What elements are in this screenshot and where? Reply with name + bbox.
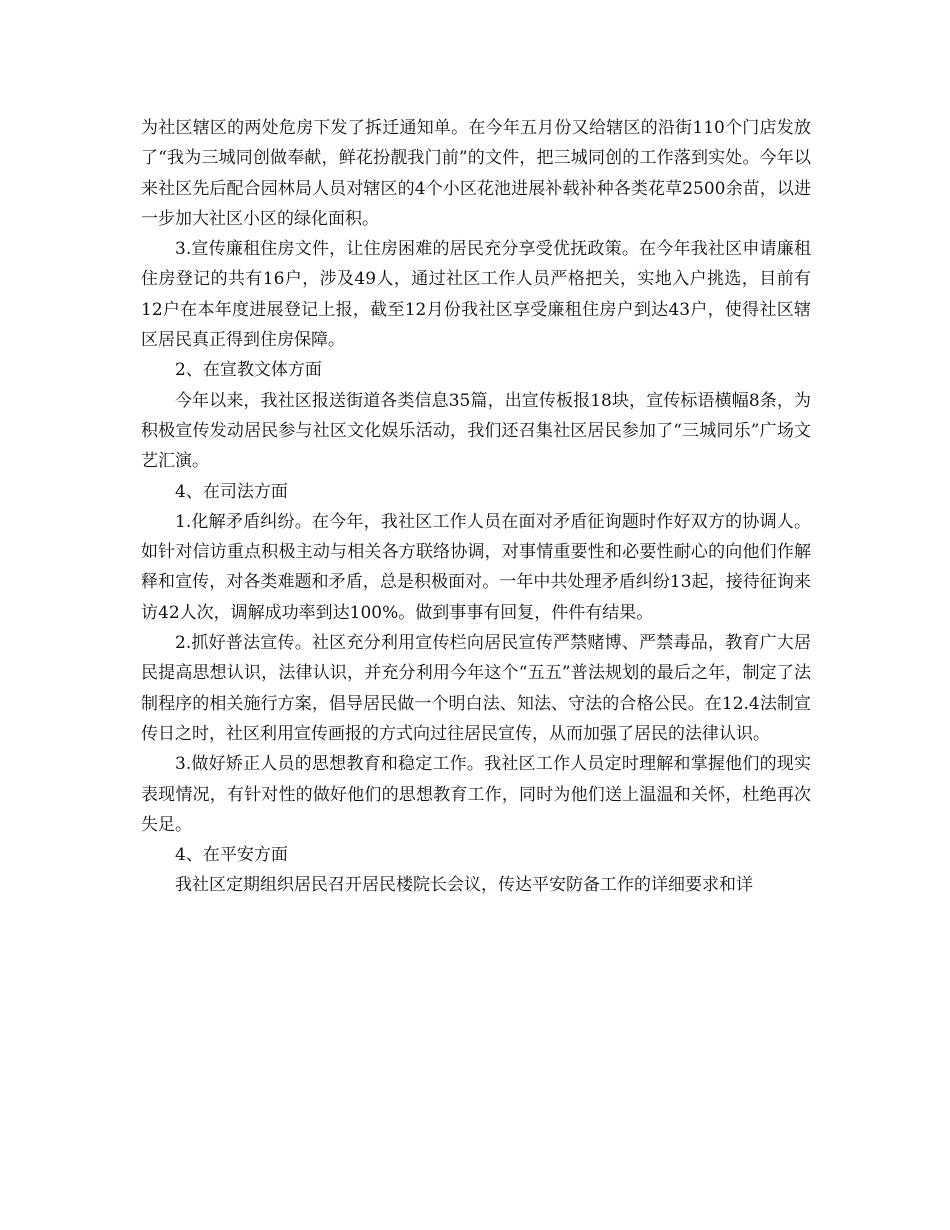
paragraph-greening: 为社区辖区的两处危房下发了拆迁通知单。在今年五月份又给辖区的沿街110个门店发放了“我为三城同创做奉献，鲜花扮靓我门前”的文件，把三城同创的工作落到实处。今年以来社区先后配合园林局人员对辖区的4个小区花池进展补载补种各类花草2500余苗，以进一步加大社区小区的绿化面积。 [141,118,811,229]
paragraph-law-publicity: 2.抓好普法宣传。社区充分利用宣传栏向居民宣传严禁赌博、严禁毒品，教育广大居民提高思想认识，法律认识，并充分利用今年这个“五五”普法规划的最后之年，制定了法制程序的相关施行方案，倡导居民做一个明白法、知法、守法的合格公民。在12.4法制宣传日之时，社区利用宣传画报的方式向过往居民宣传，从而加强了居民的法律认识。 [141,633,811,744]
document-page [141,113,811,901]
heading-culture: 2、在宣教文体方面 [175,360,322,381]
paragraph-correction: 3.做好矫正人员的思想教育和稳定工作。我社区工作人员定时理解和掌握他们的现实表现情况，有针对性的做好他们的思想教育工作，同时为他们送上温温和关怀，杜绝再次失足。 [141,754,811,835]
heading-safety: 4、在平安方面 [175,845,288,866]
paragraph-disputes: 1.化解矛盾纠纷。在今年，我社区工作人员在面对矛盾征询题时作好双方的协调人。如针对信访重点积极主动与相关各方联络协调，对事情重要性和必要性耐心的向他们作解释和宣传，对各类难题和矛盾，总是积极面对。一年中共处理矛盾纠纷13起，接待征询来访42人次，调解成功率到达100%。做到事事有回复，件件有结果。 [141,511,811,623]
paragraph-housing: 3.宣传廉租住房文件，让住房困难的居民充分享受优抚政策。在今年我社区申请廉租住房登记的共有16户，涉及49人，通过社区工作人员严格把关，实地入户挑选，目前有12户在本年度进展登记上报，截至12月份我社区享受廉租住房户到达43户，使得社区辖区居民真正得到住房保障。 [141,239,811,351]
paragraph-culture: 今年以来，我社区报送街道各类信息35篇，出宣传板报18块，宣传标语横幅8条，为积极宣传发动居民参与社区文化娱乐活动，我们还召集社区居民参加了“三城同乐”广场文艺汇演。 [141,390,811,472]
paragraph-safety: 我社区定期组织居民召开居民楼院长会议，传达平安防备工作的详细要求和详 [175,875,753,896]
heading-judicial: 4、在司法方面 [175,481,288,502]
